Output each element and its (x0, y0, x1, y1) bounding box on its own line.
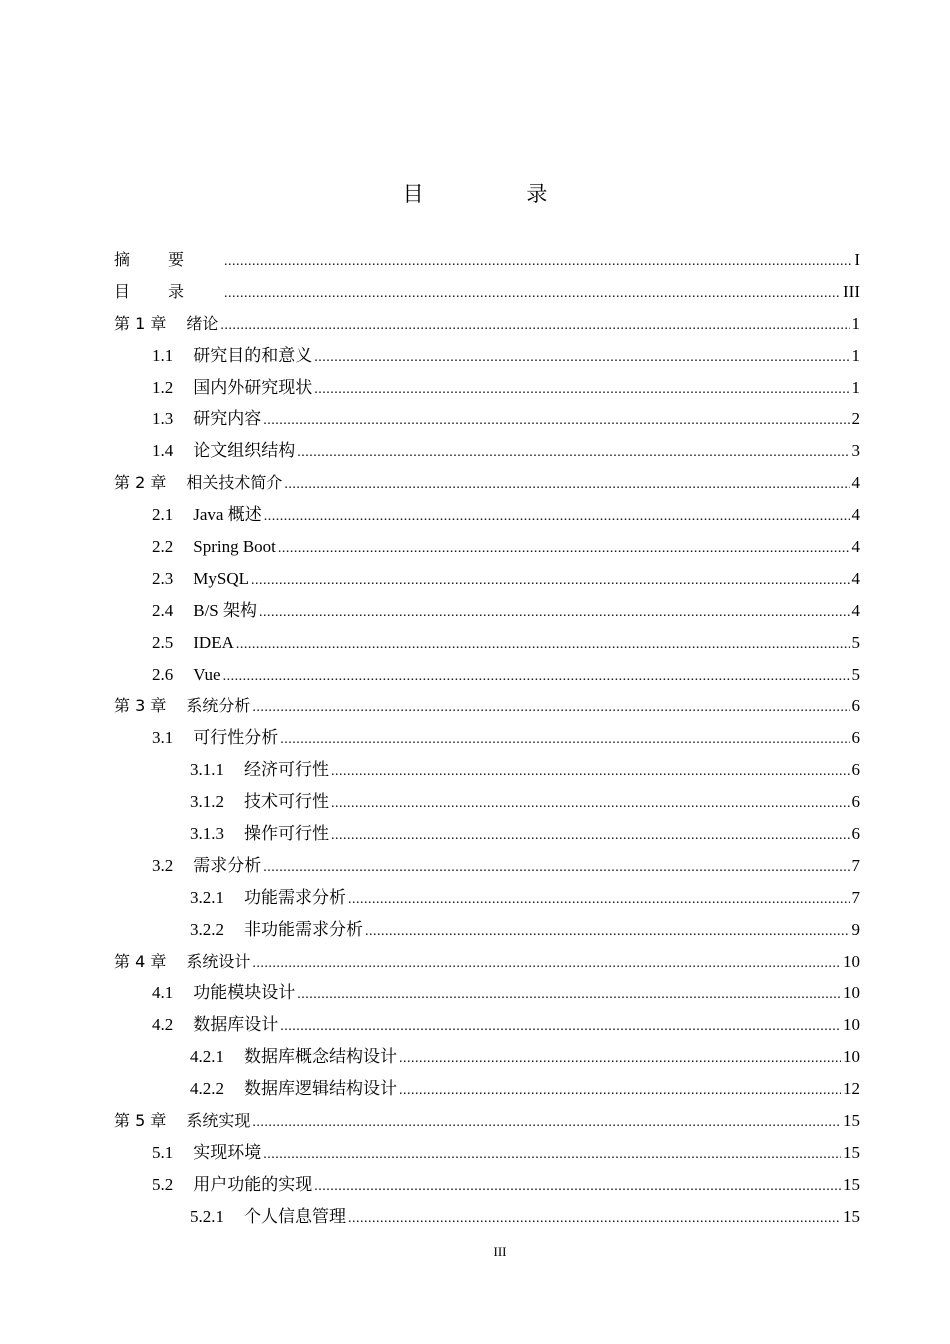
toc-entry-number: 5.2.1 (190, 1206, 224, 1226)
toc-entry-label: IDEA (193, 632, 234, 652)
toc-entry-page: 6 (851, 760, 860, 780)
toc-entry-number: 1.2 (152, 377, 174, 397)
toc-entry-number: 4.2.1 (190, 1047, 224, 1067)
toc-entry[interactable] (114, 1009, 860, 1041)
toc-entry-page: I (854, 250, 860, 269)
toc-entry[interactable] (114, 786, 860, 818)
toc-entry[interactable] (114, 531, 860, 563)
toc-entry-page: 6 (851, 792, 860, 812)
toc-entry-page: 10 (843, 983, 860, 1003)
toc-entry-label: 用户功能的实现 (193, 1174, 313, 1194)
dot-leader (223, 661, 850, 693)
toc-entry[interactable] (114, 914, 860, 946)
dot-leader (264, 501, 850, 533)
dot-leader (399, 1075, 841, 1107)
toc-entry[interactable] (114, 372, 860, 404)
toc-entry[interactable] (114, 340, 860, 372)
toc-entry-label: Spring Boot (193, 537, 276, 557)
toc-entry-label: 研究目的和意义 (193, 345, 313, 365)
toc-entry-number: 第 2 章 (114, 473, 167, 493)
toc-entry-label: 国内外研究现状 (193, 377, 313, 397)
toc-entry-number: 4.2.2 (190, 1079, 224, 1099)
toc-entry-number: 3.2.1 (190, 887, 224, 907)
toc-entry-page: 15 (843, 1142, 860, 1162)
dot-leader (263, 1139, 841, 1171)
toc-entry-page: 12 (843, 1079, 860, 1099)
toc-entry-number: 1.3 (152, 409, 174, 429)
toc-entry-page: 4 (851, 537, 860, 557)
toc-entry-page: 6 (851, 824, 860, 844)
dot-leader (236, 629, 850, 661)
dot-leader (331, 820, 850, 852)
toc-entry[interactable] (114, 977, 860, 1009)
toc-entry[interactable] (114, 1041, 860, 1073)
toc-entry-page: 15 (843, 1174, 860, 1194)
toc-entry-label: 系统分析 (186, 696, 251, 716)
toc-entry[interactable] (114, 818, 860, 850)
toc-entry-number: 4.1 (152, 983, 174, 1003)
toc-entry[interactable] (114, 627, 860, 659)
toc-entry[interactable] (114, 722, 860, 754)
toc-entry-label: 非功能需求分析 (244, 919, 363, 939)
toc-entry-number: 3.1.2 (190, 792, 224, 812)
dot-leader (263, 405, 849, 437)
toc-entry-label: 可行性分析 (193, 728, 279, 748)
dot-leader (331, 756, 850, 788)
toc-entry-label: 研究内容 (193, 409, 262, 429)
toc-entry-label: 功能模块设计 (193, 983, 296, 1003)
toc-entry-label: 经济可行性 (244, 760, 329, 780)
dot-leader (263, 852, 849, 884)
toc-entry-label: Vue (193, 664, 221, 684)
toc-entry-page: 10 (843, 951, 860, 971)
toc-entry-label: 绪论 (186, 313, 219, 333)
toc-entry-label: 个人信息管理 (244, 1206, 346, 1226)
toc-entry[interactable] (114, 276, 860, 308)
toc-title: 目 录 (402, 182, 596, 206)
toc-entry[interactable] (114, 595, 860, 627)
toc-entry-label: Java 概述 (193, 505, 262, 525)
toc-entry-label: B/S 架构 (193, 600, 258, 620)
toc-entry-number: 3.2 (152, 855, 174, 875)
toc-entry-page: 5 (851, 632, 860, 652)
toc-entry-label: 相关技术简介 (186, 473, 283, 493)
toc-entry[interactable] (114, 690, 860, 722)
toc-entry-page: 1 (851, 345, 860, 365)
toc-entry-number: 2.5 (152, 632, 174, 652)
toc-entry-number: 1.1 (152, 345, 174, 365)
toc-entry-number: 第 5 章 (114, 1111, 167, 1131)
dot-leader (348, 1203, 841, 1235)
dot-leader (252, 1107, 841, 1139)
toc-entry[interactable] (114, 467, 860, 499)
toc-entry-label: 数据库逻辑结构设计 (244, 1079, 397, 1099)
toc-entry-page: 7 (851, 855, 860, 875)
toc-entry-page: 4 (851, 473, 860, 493)
toc-entry[interactable] (114, 1137, 860, 1169)
toc-entry[interactable] (114, 308, 860, 340)
toc-entry-number: 3.1.1 (190, 760, 224, 780)
dot-leader (348, 884, 850, 916)
toc-entry-number: 2.6 (152, 664, 174, 684)
toc-entry-page: 1 (851, 377, 860, 397)
toc-entry-label: 摘要 (114, 250, 223, 269)
toc-entry-label: 数据库设计 (193, 1015, 279, 1035)
dot-leader (224, 246, 852, 278)
toc-entry-number: 4.2 (152, 1015, 174, 1035)
toc-entry[interactable] (114, 563, 860, 595)
dot-leader (224, 278, 841, 310)
toc-entry-page: 7 (851, 887, 860, 907)
page-footer-number: III (493, 1244, 507, 1259)
toc-entry-page: III (843, 281, 860, 301)
toc-entry-page: 10 (843, 1047, 860, 1067)
dot-leader (297, 437, 849, 469)
toc-entry-number: 3.2.2 (190, 919, 224, 939)
toc-entry-page: 1 (851, 313, 860, 333)
toc-entry-number: 5.2 (152, 1174, 174, 1194)
toc-entry[interactable] (114, 754, 860, 786)
toc-entry-number: 2.4 (152, 600, 174, 620)
toc-entry-label: 数据库概念结构设计 (244, 1047, 397, 1067)
toc-entry-number: 1.4 (152, 441, 174, 461)
dot-leader (259, 597, 849, 629)
dot-leader (331, 788, 850, 820)
toc-entry-label: 需求分析 (193, 855, 262, 875)
dot-leader (399, 1043, 841, 1075)
toc-entry-label: 操作可行性 (244, 824, 329, 844)
dot-leader (314, 342, 849, 374)
toc-entry-page: 4 (851, 568, 860, 588)
toc-entry-page: 15 (843, 1206, 860, 1226)
toc-entry[interactable] (114, 1105, 860, 1137)
toc-entry-label: 技术可行性 (244, 792, 329, 812)
dot-leader (297, 979, 841, 1011)
toc-entry-page: 4 (851, 505, 860, 525)
toc-entry[interactable] (114, 403, 860, 435)
dot-leader (314, 1171, 841, 1203)
toc-entry-label: 系统设计 (186, 951, 251, 971)
dot-leader (365, 916, 850, 948)
toc-entry-label: 论文组织结构 (193, 441, 296, 461)
toc-entry-number: 2.2 (152, 537, 174, 557)
toc-entry-page: 3 (851, 441, 860, 461)
toc-entry-page: 2 (851, 409, 860, 429)
toc-entry-page: 9 (851, 919, 860, 939)
toc-entry[interactable] (114, 435, 860, 467)
toc-entry-page: 5 (851, 664, 860, 684)
dot-leader (252, 948, 841, 980)
toc-entry-page: 6 (851, 728, 860, 748)
dot-leader (251, 565, 850, 597)
dot-leader (280, 724, 849, 756)
toc-entry[interactable] (114, 850, 860, 882)
toc-entry-label: MySQL (193, 568, 249, 588)
toc-entry-label: 目录 (114, 281, 223, 301)
toc-entry[interactable] (114, 244, 860, 276)
toc-entry-number: 3.1.3 (190, 824, 224, 844)
toc-entry-number: 3.1 (152, 728, 174, 748)
dot-leader (220, 310, 849, 342)
toc-entry-page: 4 (851, 600, 860, 620)
toc-entry-number: 第 1 章 (114, 313, 167, 333)
toc-entry-number: 2.3 (152, 568, 174, 588)
toc-entry[interactable] (114, 1073, 860, 1105)
toc-entry-page: 10 (843, 1015, 860, 1035)
toc-entry-page: 15 (843, 1111, 860, 1131)
toc-entry-label: 功能需求分析 (244, 887, 346, 907)
toc-entry-page: 6 (851, 696, 860, 716)
dot-leader (278, 533, 850, 565)
toc-entry[interactable] (114, 499, 860, 531)
dot-leader (314, 374, 849, 406)
toc-entry[interactable] (114, 1169, 860, 1201)
toc-entry-label: 实现环境 (193, 1142, 262, 1162)
dot-leader (284, 469, 849, 501)
toc-entry-number: 5.1 (152, 1142, 174, 1162)
toc-entry[interactable] (114, 659, 860, 691)
toc-entry-number: 第 4 章 (114, 951, 167, 971)
toc-entry[interactable] (114, 882, 860, 914)
toc-entry[interactable] (114, 1201, 860, 1233)
table-of-contents (114, 244, 860, 1233)
toc-entry-number: 2.1 (152, 505, 174, 525)
dot-leader (280, 1011, 841, 1043)
toc-entry-label: 系统实现 (186, 1111, 251, 1131)
toc-entry[interactable] (114, 946, 860, 978)
toc-entry-number: 第 3 章 (114, 696, 167, 716)
dot-leader (252, 692, 849, 724)
